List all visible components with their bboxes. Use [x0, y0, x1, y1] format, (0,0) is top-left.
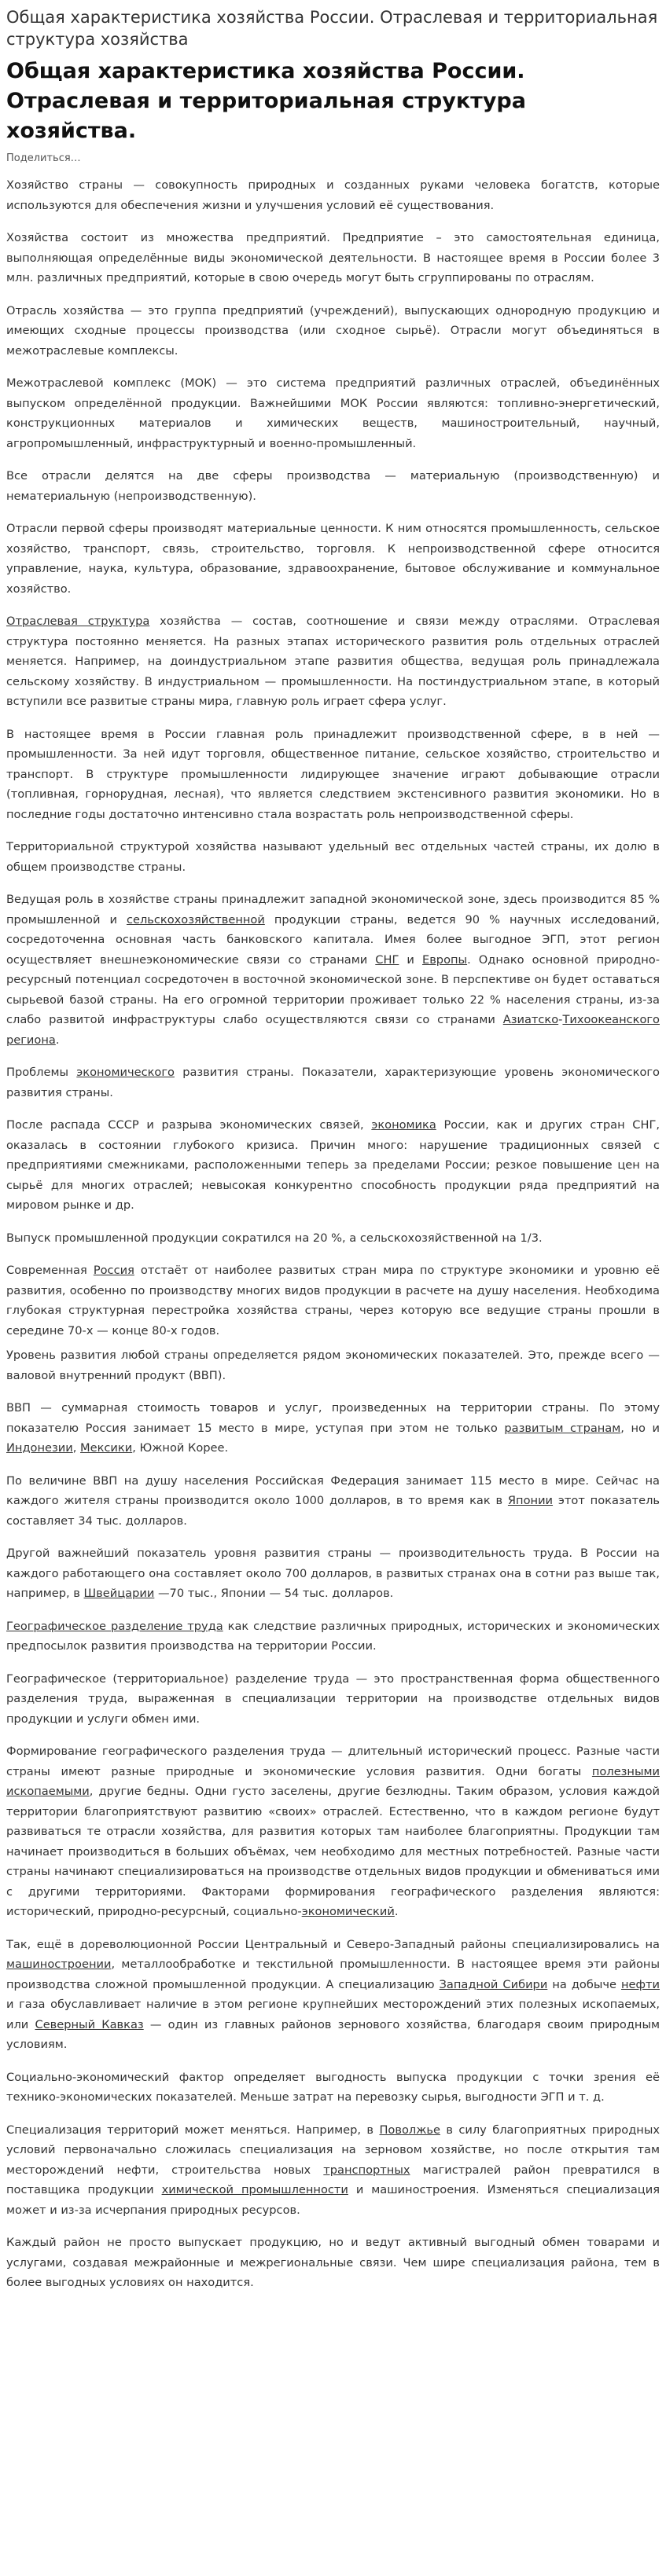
paragraph-text: — один из главных районов зернового хозяйства, благодаря своим природным условиям. [6, 2017, 660, 2051]
article-paragraph [6, 519, 660, 599]
paragraph-text: отстаёт от наиболее развитых стран мира по структуре экономики и уровню её развития, особенно по производству многих видов продукции в расчете на душу населения. Необходима глубокая структурная перестройка хозяйства страны, через которую все ведущие страны прошли в середине 70-х — конце 80-х годов. [6, 1264, 660, 1338]
paragraph-text: , Южной Корее. [132, 1441, 229, 1455]
inline-link[interactable]: развитым странам [504, 1421, 621, 1435]
article-paragraph [6, 228, 660, 288]
paragraph-text: Отрасли первой сферы производят материальные ценности. К ним относятся промышленность, сельское хозяйство, транспорт, связь, строительство, торговля. К непроизводственной сфере относится управление, наука, культура, образование, здравоохранение, бытовое обслуживание и коммунальное хозяйство. [6, 522, 660, 596]
article-paragraph [6, 611, 660, 712]
paragraph-text: продукции страны, ведется 90 % научных исследований, сосредоточенна основная часть банковского капитала. Имея более выгодное ЭГП, этот регион осуществляет внешнеэкономические связи со странами [6, 912, 660, 967]
paragraph-text: Уровень развития любой страны определяется рядом экономических показателей. Это, прежде всего — валовой внутренний продукт (ВВП). [6, 1349, 660, 1382]
article-paragraph [6, 373, 660, 453]
article-paragraph [6, 175, 660, 215]
paragraph-text: , [72, 1441, 81, 1455]
paragraph-text: Географическое (территориальное) разделение труда — это пространственная форма общественного разделения труда, выраженная в специализации территории на производстве отдельных видов продукции и услуги обмен ими. [6, 1671, 660, 1726]
article-paragraph [6, 1669, 660, 1730]
paragraph-text: По величине ВВП на душу населения Российская Федерация занимает 115 место в мире. Сейчас на каждого жителя страны производится около 1000 долларов, в то время как в [6, 1473, 660, 1507]
paragraph-text: Социально-экономический фактор определяет выгодность выпуска продукции с точки зрения её технико-экономических показателей. Меньше затрат на перевозку сырья, выгодности ЭГП и т. д. [6, 2070, 660, 2104]
inline-link[interactable]: сельскохозяйственной [126, 912, 265, 927]
inline-link[interactable]: Географическое разделение труда [6, 1619, 223, 1633]
article-paragraph [6, 1741, 660, 1922]
article-paragraph [6, 1260, 660, 1341]
paragraph-text: . [394, 1905, 399, 1918]
inline-link[interactable]: Тихоокеанского региона [6, 1013, 660, 1047]
inline-link[interactable]: СНГ [375, 952, 399, 967]
paragraph-text: , другие бедны. Одни густо заселены, другие безлюдны. Таким образом, условия каждой территории благоприятствуют развитию «своих» отраслей. Естественно, что в каждом регионе будут развиваться те отрасли хозяйства, для развития которых там наиболее благоприятны. Продукции там начинает производиться в больших объёмах, чем необходимо для местных потребностей. Разные части страны начинают специализироваться на производстве отдельных видов продукции и обмениваться ими с другими территориями. Факторами формирования географического разделения являются: исторический, природно-ресурсный, социально- [6, 1785, 660, 1918]
paragraph-text: Межотраслевой комплекс (МОК) — это система предприятий различных отраслей, объединённых выпуском определённой продукции. Важнейшими МОК России являются: топливно-энергетический, конструкционных материалов и химических веществ, машиностроительный, научный, агропромышленный, инфраструктурный и военно-промышленный. [6, 376, 660, 450]
inline-link[interactable]: Северный Кавказ [35, 2017, 144, 2031]
paragraph-text: и машиностроения. Изменяться специализация может и из-за исчерпания природных ресурсов. [6, 2183, 660, 2217]
paragraph-text: Выпуск промышленной продукции сократился на 20 %, а сельскохозяйственной на 1/3. [6, 1231, 543, 1245]
paragraph-text: Так, ещё в дореволюционной России Центральный и Северо-Западный районы специализировались на [6, 1937, 660, 1951]
inline-link[interactable]: химической промышленности [161, 2183, 348, 2196]
paragraph-text: России, как и других стран СНГ, оказалась в состоянии глубокого кризиса. Причин много: нарушение традиционных связей с предприятиями смежниками, расположенными теперь за пределами России; резкое повышение цен на сырьё для многих отраслей; невысокая конкурентно способность продукции ряда предприятий на мировом рынке и др. [6, 1118, 660, 1212]
inline-link[interactable]: транспортных [323, 2163, 410, 2177]
paragraph-text: хозяйства — состав, соотношение и связи между отраслями. Отраслевая структура постоянно меняется. На разных этапах исторического развития роль отдельных отраслей меняется. Например, на доиндустриальном этапе развития общества, ведущая роль принадлежала сельскому хозяйству. В индустриальном — промышленности. На постиндустриальном этапе, в который вступили все развитые страны мира, главную роль играет сфера услуг. [6, 615, 660, 708]
paragraph-text: , металлообработке и текстильной промышленности. В настоящее время эти районы производства сложной промышленной продукции. А специализацию [6, 1958, 660, 1991]
article-body [6, 175, 660, 2293]
article-paragraph [6, 301, 660, 361]
inline-link[interactable]: экономический [301, 1905, 395, 1918]
paragraph-text: Проблемы [6, 1066, 77, 1079]
paragraph-text: и газа обуславливает наличие в этом регионе крупнейших месторождений этих полезных ископаемых, или [6, 1998, 660, 2031]
article-paragraph [6, 890, 660, 1050]
paragraph-text: После распада СССР и разрыва экономических связей, [6, 1118, 372, 1132]
paragraph-text: магистралей район превратился в поставщика продукции [6, 2163, 660, 2196]
paragraph-text: Специализация территорий может меняться. Например, в [6, 2123, 380, 2137]
article-paragraph [6, 1471, 660, 1532]
article-paragraph [6, 2120, 660, 2221]
article-heading: Общая характеристика хозяйства России. Отраслевая и территориальная структура хозяйства. [6, 59, 526, 143]
share-button[interactable]: Поделиться… [6, 152, 81, 164]
article-paragraph [6, 2068, 660, 2108]
inline-link[interactable]: Западной Сибири [439, 1977, 548, 1991]
paragraph-text: —70 тыс., Японии — 54 тыс. долларов. [154, 1587, 394, 1600]
article-paragraph [6, 1616, 660, 1657]
inline-link[interactable]: экономического [76, 1066, 175, 1079]
inline-link[interactable]: Швейцарии [83, 1587, 155, 1600]
paragraph-text: этот показатель составляет 34 тыс. долларов. [6, 1494, 660, 1528]
paragraph-text: Каждый район не просто выпускает продукцию, но и ведут активный выгодный обмен товарами и услугами, создавая межрайонные и межрегиональные связи. Чем шире специализация района, тем в более выгодных условиях он находится. [6, 2236, 660, 2289]
inline-link[interactable]: машиностроении [6, 1958, 112, 1971]
paragraph-text: Хозяйства состоит из множества предприятий. Предприятие – это самостоятельная единица, выполняющая определённые виды экономической деятельности. В настоящее время в России более 3 млн. различных предприятий, которые в свою очередь могут быть сгруппированы по отраслям. [6, 231, 660, 284]
paragraph-text: Другой важнейший показатель уровня развития страны — производительность труда. В России на каждого работающего она составляет около 700 долларов, в развитых странах она в сотни раз выше так, например, в [6, 1547, 660, 1600]
inline-link[interactable]: полезными ископаемыми [6, 1764, 660, 1798]
inline-link[interactable]: нефти [621, 1977, 660, 1991]
paragraph-text: на добыче [547, 1977, 622, 1991]
inline-link[interactable]: экономика [371, 1118, 436, 1132]
inline-link[interactable]: Россия [93, 1264, 134, 1277]
paragraph-text: Территориальной структурой хозяйства называют удельный вес отдельных частей страны, их долю в общем производстве страны. [6, 840, 660, 874]
paragraph-text: , но и [620, 1421, 660, 1435]
article-paragraph [6, 1345, 660, 1385]
inline-link[interactable]: Отраслевая структура [6, 615, 150, 628]
paragraph-text: Хозяйство страны — совокупность природных и созданных руками человека богатств, которые используются для обеспечения жизни и улучшения условий её существования. [6, 178, 660, 212]
article-paragraph [6, 837, 660, 877]
inline-link[interactable]: Азиатско [502, 1013, 559, 1026]
paragraph-text: Отрасль хозяйства — это группа предприятий (учреждений), выпускающих однородную продукцию и имеющих сходные процессы производства (или сходное сырьё). Отрасли могут объединяться в межотраслевые комплексы. [6, 303, 660, 358]
paragraph-text: ВВП — суммарная стоимость товаров и услуг, произведенных на территории страны. По этому показателю Россия занимает 15 место в мире, уступая при этом не только [6, 1401, 660, 1435]
paragraph-text: как следствие различных природных, исторических и экономических предпосылок развития производства на территории России. [6, 1619, 660, 1653]
page-title: Общая характеристика хозяйства России. Отраслевая и территориальная структура хозяйства [6, 8, 658, 49]
paragraph-text: Современная [6, 1264, 94, 1277]
paragraph-text: в силу благоприятных природных условий первоначально сложилась специализация на зерновом хозяйстве, но после открытия там месторождений нефти, строительства новых [6, 2123, 660, 2177]
inline-link[interactable]: Мексики [80, 1441, 133, 1455]
paragraph-text: Все отрасли делятся на две сферы производства — материальную (производственную) и нематериальную (непроизводственную). [6, 469, 660, 503]
inline-link[interactable]: Поволжье [379, 2123, 440, 2137]
article-paragraph [6, 1228, 660, 1249]
paragraph-text: Формирование географического разделения труда — длительный исторический процесс. Разные части страны имеют разные природные и экономические условия развития. Одни богаты [6, 1745, 660, 1778]
article-paragraph [6, 2233, 660, 2293]
inline-link[interactable]: Европы [421, 952, 468, 967]
paragraph-text: - [558, 1013, 563, 1026]
paragraph-text: развития страны. Показатели, характеризующие уровень экономического развития страны. [6, 1066, 660, 1099]
article-paragraph [6, 1398, 660, 1459]
inline-link[interactable]: Индонезии [6, 1441, 73, 1455]
paragraph-text: . [55, 1033, 60, 1047]
inline-link[interactable]: Японии [507, 1494, 554, 1507]
article-paragraph [6, 1543, 660, 1604]
article-paragraph [6, 466, 660, 506]
article-paragraph [6, 1935, 660, 2055]
article-paragraph [6, 1062, 660, 1103]
article-paragraph [6, 725, 660, 825]
paragraph-text: . Однако основной природно-ресурсный потенциал сосредоточен в восточной экономической зоне. В перспективе он будет оставаться сырьевой базой страны. На его огромной территории проживает только 22 % населения страны, из-за слабо развитой инфраструктуры слабо осуществляются связи со странами [6, 952, 660, 1026]
paragraph-text: и [399, 952, 422, 967]
article-paragraph [6, 1115, 660, 1216]
paragraph-text: В настоящее время в России главная роль принадлежит производственной сфере, в в ней — промышленности. За ней идут торговля, общественное питание, сельское хозяйство, строительство и транспорт. В структуре промышленности лидирующее значение играют добывающие отрасли (топливная, горнорудная, лесная), что является следствием экстенсивного развития экономики. Но в последние годы достаточно интенсивно стала возрастать роль непроизводственной сферы. [6, 727, 660, 821]
paragraph-text: Ведущая роль в хозяйстве страны принадлежит западной экономической зоне, здесь производится 85 % промышленной и [6, 893, 660, 927]
